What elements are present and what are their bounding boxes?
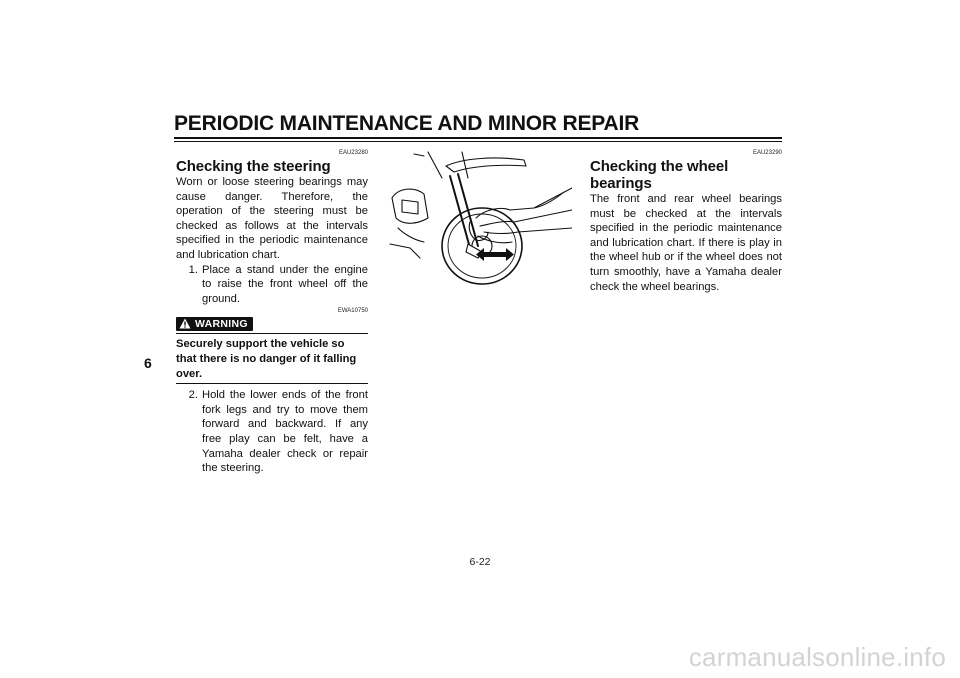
section-code: EAU23280 bbox=[338, 150, 368, 156]
step-text: Hold the lower ends of the front fork legs and try to move them forward and backward. If any free play can be felt, have a Yamaha dealer check or repair the steering. bbox=[202, 389, 368, 475]
page-number: 6-22 bbox=[469, 556, 491, 568]
warning-rule-top bbox=[176, 333, 368, 334]
step-number: 1. bbox=[188, 263, 198, 276]
warning-triangle-icon bbox=[179, 318, 191, 329]
steering-check-illustration bbox=[384, 148, 572, 288]
step-text: Place a stand under the engine to raise the front wheel off the ground. bbox=[202, 263, 368, 305]
step-item bbox=[176, 388, 368, 476]
header-rule-thick bbox=[174, 137, 782, 139]
watermark: carmanualsonline.info bbox=[688, 642, 946, 672]
step-number: 2. bbox=[188, 389, 198, 402]
steering-heading: Checking the steering bbox=[176, 158, 331, 175]
warning-label: WARNING bbox=[195, 317, 248, 330]
warning-text: Securely support the vehicle so that there is no danger of it falling over. bbox=[176, 338, 357, 380]
steering-intro: Worn or loose steering bearings may cause danger. Therefore, the operation of the steering must be checked as follows at the intervals specified in the periodic maintenance and lubrication chart. bbox=[176, 176, 368, 261]
warning-code: EWA10750 bbox=[337, 308, 368, 315]
header-rule-thin bbox=[174, 141, 782, 142]
page-header-title: PERIODIC MAINTENANCE AND MINOR REPAIR bbox=[174, 112, 640, 135]
wheel-bearings-section bbox=[590, 150, 782, 294]
wheel-bearings-body: The front and rear wheel bearings must be checked at the intervals specified in the periodic maintenance and lubrication chart. If there is play in the wheel hub or if the wheel does not turn smoothly, have a Yamaha dealer check the wheel bearings. bbox=[590, 193, 782, 293]
wheel-bearings-heading: Checking the wheel bearings bbox=[590, 158, 729, 192]
section-code: EAU23290 bbox=[752, 150, 782, 156]
warning-badge bbox=[176, 317, 253, 331]
step-item bbox=[176, 263, 368, 307]
warning-rule-bottom bbox=[176, 383, 368, 384]
steering-section bbox=[176, 150, 368, 476]
warning-box bbox=[176, 316, 368, 384]
chapter-tab: 6 bbox=[144, 355, 152, 371]
